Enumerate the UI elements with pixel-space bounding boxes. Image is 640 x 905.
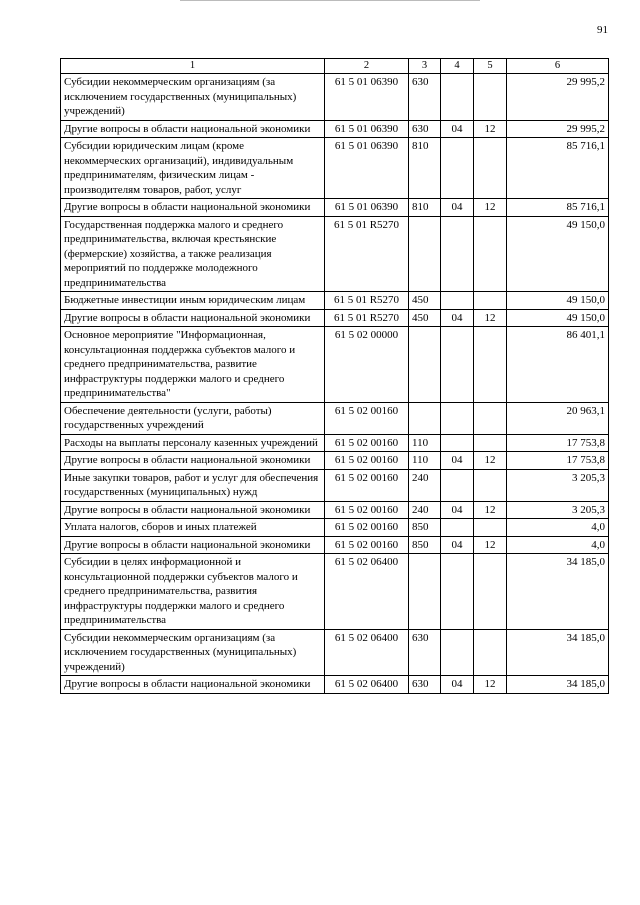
row-description: Другие вопросы в области национальной экономики	[61, 501, 325, 519]
subsection-code	[474, 434, 507, 452]
amount: 85 716,1	[507, 199, 609, 217]
table-row	[61, 629, 609, 676]
section-code	[441, 629, 474, 676]
table-row	[61, 309, 609, 327]
target-code: 61 5 01 06390	[325, 120, 409, 138]
subsection-code: 12	[474, 120, 507, 138]
section-code	[441, 74, 474, 121]
page-number: 91	[597, 24, 608, 36]
expense-type: 110	[409, 452, 441, 470]
section-code: 04	[441, 199, 474, 217]
amount: 49 150,0	[507, 309, 609, 327]
header-cell-5: 5	[474, 59, 507, 74]
subsection-code	[474, 292, 507, 310]
amount: 4,0	[507, 519, 609, 537]
section-code	[441, 402, 474, 434]
target-code: 61 5 02 06400	[325, 554, 409, 630]
subsection-code	[474, 554, 507, 630]
row-description: Другие вопросы в области национальной экономики	[61, 536, 325, 554]
table-row	[61, 216, 609, 292]
row-description: Расходы на выплаты персоналу казенных учреждений	[61, 434, 325, 452]
amount: 20 963,1	[507, 402, 609, 434]
amount: 3 205,3	[507, 501, 609, 519]
table-body	[61, 74, 609, 694]
table-row	[61, 327, 609, 403]
amount: 85 716,1	[507, 138, 609, 199]
section-code: 04	[441, 309, 474, 327]
amount: 49 150,0	[507, 292, 609, 310]
row-description: Субсидии некоммерческим организациям (за исключением государственных (муниципальных) учреждений)	[61, 629, 325, 676]
table-row	[61, 469, 609, 501]
amount: 29 995,2	[507, 120, 609, 138]
section-code	[441, 434, 474, 452]
header-cell-4: 4	[441, 59, 474, 74]
subsection-code: 12	[474, 452, 507, 470]
target-code: 61 5 02 00160	[325, 402, 409, 434]
table-row	[61, 554, 609, 630]
section-code	[441, 327, 474, 403]
expense-type: 630	[409, 120, 441, 138]
amount: 3 205,3	[507, 469, 609, 501]
table-row	[61, 536, 609, 554]
target-code: 61 5 01 R5270	[325, 216, 409, 292]
budget-table	[60, 58, 609, 694]
expense-type	[409, 327, 441, 403]
header-cell-1: 1	[61, 59, 325, 74]
subsection-code: 12	[474, 676, 507, 694]
row-description: Бюджетные инвестиции иным юридическим лицам	[61, 292, 325, 310]
section-code: 04	[441, 676, 474, 694]
header-cell-3: 3	[409, 59, 441, 74]
expense-type: 810	[409, 199, 441, 217]
target-code: 61 5 01 06390	[325, 74, 409, 121]
table-header	[61, 59, 609, 74]
row-description: Основное мероприятие "Информационная, консультационная поддержка субъектов малого и среднего предпринимательства, развитие инфраструктуры поддержки малого и среднего предпринимательства"	[61, 327, 325, 403]
table-row	[61, 292, 609, 310]
subsection-code	[474, 469, 507, 501]
header-cell-6: 6	[507, 59, 609, 74]
scan-top-edge	[180, 0, 480, 1]
section-code: 04	[441, 120, 474, 138]
expense-type: 630	[409, 74, 441, 121]
amount: 34 185,0	[507, 554, 609, 630]
section-code	[441, 292, 474, 310]
section-code	[441, 216, 474, 292]
row-description: Иные закупки товаров, работ и услуг для обеспечения государственных (муниципальных) нужд	[61, 469, 325, 501]
section-code: 04	[441, 452, 474, 470]
row-description: Субсидии юридическим лицам (кроме некоммерческих организаций), индивидуальным предпринимателям, физическим лицам - производителям товаров, работ, услуг	[61, 138, 325, 199]
table-row	[61, 452, 609, 470]
subsection-code	[474, 629, 507, 676]
row-description: Субсидии некоммерческим организациям (за исключением государственных (муниципальных) учреждений)	[61, 74, 325, 121]
expense-type: 240	[409, 469, 441, 501]
table-row	[61, 120, 609, 138]
amount: 49 150,0	[507, 216, 609, 292]
row-description: Другие вопросы в области национальной экономики	[61, 309, 325, 327]
expense-type: 850	[409, 519, 441, 537]
amount: 4,0	[507, 536, 609, 554]
section-code	[441, 469, 474, 501]
amount: 34 185,0	[507, 629, 609, 676]
table-row	[61, 676, 609, 694]
row-description: Уплата налогов, сборов и иных платежей	[61, 519, 325, 537]
row-description: Другие вопросы в области национальной экономики	[61, 452, 325, 470]
section-code	[441, 554, 474, 630]
subsection-code	[474, 216, 507, 292]
expense-type: 810	[409, 138, 441, 199]
target-code: 61 5 02 00160	[325, 434, 409, 452]
row-description: Другие вопросы в области национальной экономики	[61, 199, 325, 217]
subsection-code: 12	[474, 199, 507, 217]
target-code: 61 5 02 06400	[325, 676, 409, 694]
target-code: 61 5 02 00160	[325, 519, 409, 537]
expense-type: 450	[409, 309, 441, 327]
expense-type: 240	[409, 501, 441, 519]
table-row	[61, 74, 609, 121]
target-code: 61 5 02 00160	[325, 536, 409, 554]
expense-type: 450	[409, 292, 441, 310]
amount: 86 401,1	[507, 327, 609, 403]
row-description: Обеспечение деятельности (услуги, работы) государственных учреждений	[61, 402, 325, 434]
table-row	[61, 138, 609, 199]
subsection-code	[474, 402, 507, 434]
target-code: 61 5 02 00160	[325, 501, 409, 519]
target-code: 61 5 02 00160	[325, 469, 409, 501]
section-code	[441, 138, 474, 199]
target-code: 61 5 02 00000	[325, 327, 409, 403]
subsection-code	[474, 74, 507, 121]
row-description: Государственная поддержка малого и среднего предпринимательства, включая крестьянские (фермерские) хозяйства, а также реализация мероприятий по поддержке молодежного предпринимательства	[61, 216, 325, 292]
target-code: 61 5 01 R5270	[325, 292, 409, 310]
target-code: 61 5 01 06390	[325, 199, 409, 217]
expense-type	[409, 216, 441, 292]
target-code: 61 5 01 06390	[325, 138, 409, 199]
section-code: 04	[441, 501, 474, 519]
section-code	[441, 519, 474, 537]
table-row	[61, 501, 609, 519]
expense-type: 630	[409, 629, 441, 676]
table-row	[61, 434, 609, 452]
table-row	[61, 402, 609, 434]
row-description: Другие вопросы в области национальной экономики	[61, 120, 325, 138]
expense-type: 110	[409, 434, 441, 452]
header-cell-2: 2	[325, 59, 409, 74]
expense-type: 630	[409, 676, 441, 694]
row-description: Субсидии в целях информационной и консультационной поддержки субъектов малого и среднего предпринимательства, развития инфраструктуры поддержки малого и среднего предпринимательства	[61, 554, 325, 630]
amount: 17 753,8	[507, 434, 609, 452]
section-code: 04	[441, 536, 474, 554]
target-code: 61 5 02 00160	[325, 452, 409, 470]
table-row	[61, 519, 609, 537]
subsection-code	[474, 519, 507, 537]
expense-type: 850	[409, 536, 441, 554]
target-code: 61 5 01 R5270	[325, 309, 409, 327]
table-row	[61, 199, 609, 217]
amount: 29 995,2	[507, 74, 609, 121]
target-code: 61 5 02 06400	[325, 629, 409, 676]
subsection-code	[474, 327, 507, 403]
subsection-code: 12	[474, 309, 507, 327]
row-description: Другие вопросы в области национальной экономики	[61, 676, 325, 694]
expense-type	[409, 554, 441, 630]
subsection-code	[474, 138, 507, 199]
amount: 17 753,8	[507, 452, 609, 470]
expense-type	[409, 402, 441, 434]
header-row	[61, 59, 609, 74]
subsection-code: 12	[474, 501, 507, 519]
amount: 34 185,0	[507, 676, 609, 694]
subsection-code: 12	[474, 536, 507, 554]
